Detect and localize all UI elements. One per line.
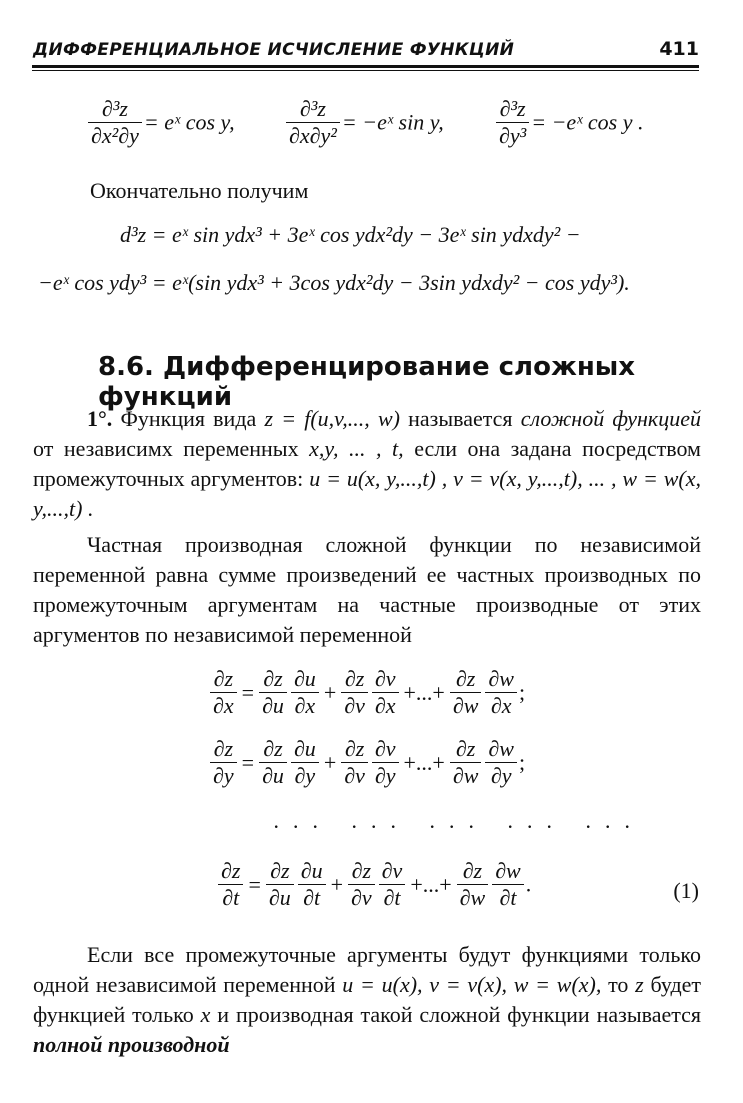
chain-rule-x: $\frac{\partial z}{\partial x}$ = $\frac{\partial z}{\partial u}$ $\frac{\partial u}{\partial x}$ + $\frac{\partial z}{\partial v}$ $\frac{\partial v}{\partial x}$ +...+ $\frac{\partial z}{\partial w}$ $\frac{\partial w}{\partial x}$ ; [208,666,525,719]
third-derivative-formula-2: $\frac{\text{∂³z}}{\text{∂x∂y²}}$ = −eˣ sin y, [284,96,444,149]
term-composite-function: сложной функцией [520,406,701,431]
third-derivative-formula-1: $\frac{\text{∂³z}}{\text{∂x²∂y}}$ = eˣ cos y, [86,96,235,149]
finally-text: Окончательно получим [90,178,309,203]
header-rule-thin [32,70,699,71]
ellipsis-row: ... ... ... ... ... [274,808,645,833]
paragraph-partial-derivative: Частная производная сложной функции по независимой переменной равна сумме произведений ее частных производных по промежуточным аргументам на частные производные от этих аргументов по независимой переменной [33,532,701,647]
third-derivative-formula-3: $\frac{\text{∂³z}}{\text{∂y³}}$ = −eˣ cos y . [494,96,644,149]
header-rule [32,65,699,68]
section-title: 8.6. Дифференцирование сложных функций [98,352,636,412]
page-number: 411 [659,38,699,60]
term-total-derivative: полной производной [33,1032,230,1057]
chain-rule-y: $\frac{\partial z}{\partial y}$ = $\frac{\partial z}{\partial u}$ $\frac{\partial u}{\partial y}$ + $\frac{\partial z}{\partial v}$ $\frac{\partial v}{\partial y}$ +...+ $\frac{\partial z}{\partial w}$ $\frac{\partial w}{\partial y}$ ; [208,736,525,789]
item-marker: 1°. [87,406,113,431]
d3z-formula-line1: d³z = eˣ sin ydx³ + 3eˣ cos ydx²dy − 3eˣ sin ydxdy² − [120,222,581,247]
paragraph-total-derivative: Если все промежуточные аргументы будут функциями только одной независимой переменной u = u(x), v = v(x), w = w(x), то z будет функцией только x и производная такой сложной функции называется полной производной [33,942,702,1057]
chain-rule-t: $\frac{\partial z}{\partial t}$ = $\frac{\partial z}{\partial u}$ $\frac{\partial u}{\partial t}$ + $\frac{\partial z}{\partial v}$ $\frac{\partial v}{\partial t}$ +...+ $\frac{\partial z}{\partial w}$ $\frac{\partial w}{\partial t}$ . [216,858,531,911]
d3z-formula-line2: −eˣ cos ydy³ = eˣ(sin ydx³ + 3cos ydx²dy − 3sin ydxdy² − cos ydy³). [38,270,630,295]
running-header: ДИФФЕРЕНЦИАЛЬНОЕ ИСЧИСЛЕНИЕ ФУНКЦИЙ [33,40,515,60]
paragraph-definition: 1°. Функция вида z = f(u,v,..., w) называется сложной функцией от независимх переменных x,y, ... , t, если она задана посредством промежуточных аргументов: u = u(x, y,...,t) , v = v(x, y,...,t), ... , w = w(x, y,...,t) . [33,406,701,521]
equation-number: (1) [673,878,699,903]
